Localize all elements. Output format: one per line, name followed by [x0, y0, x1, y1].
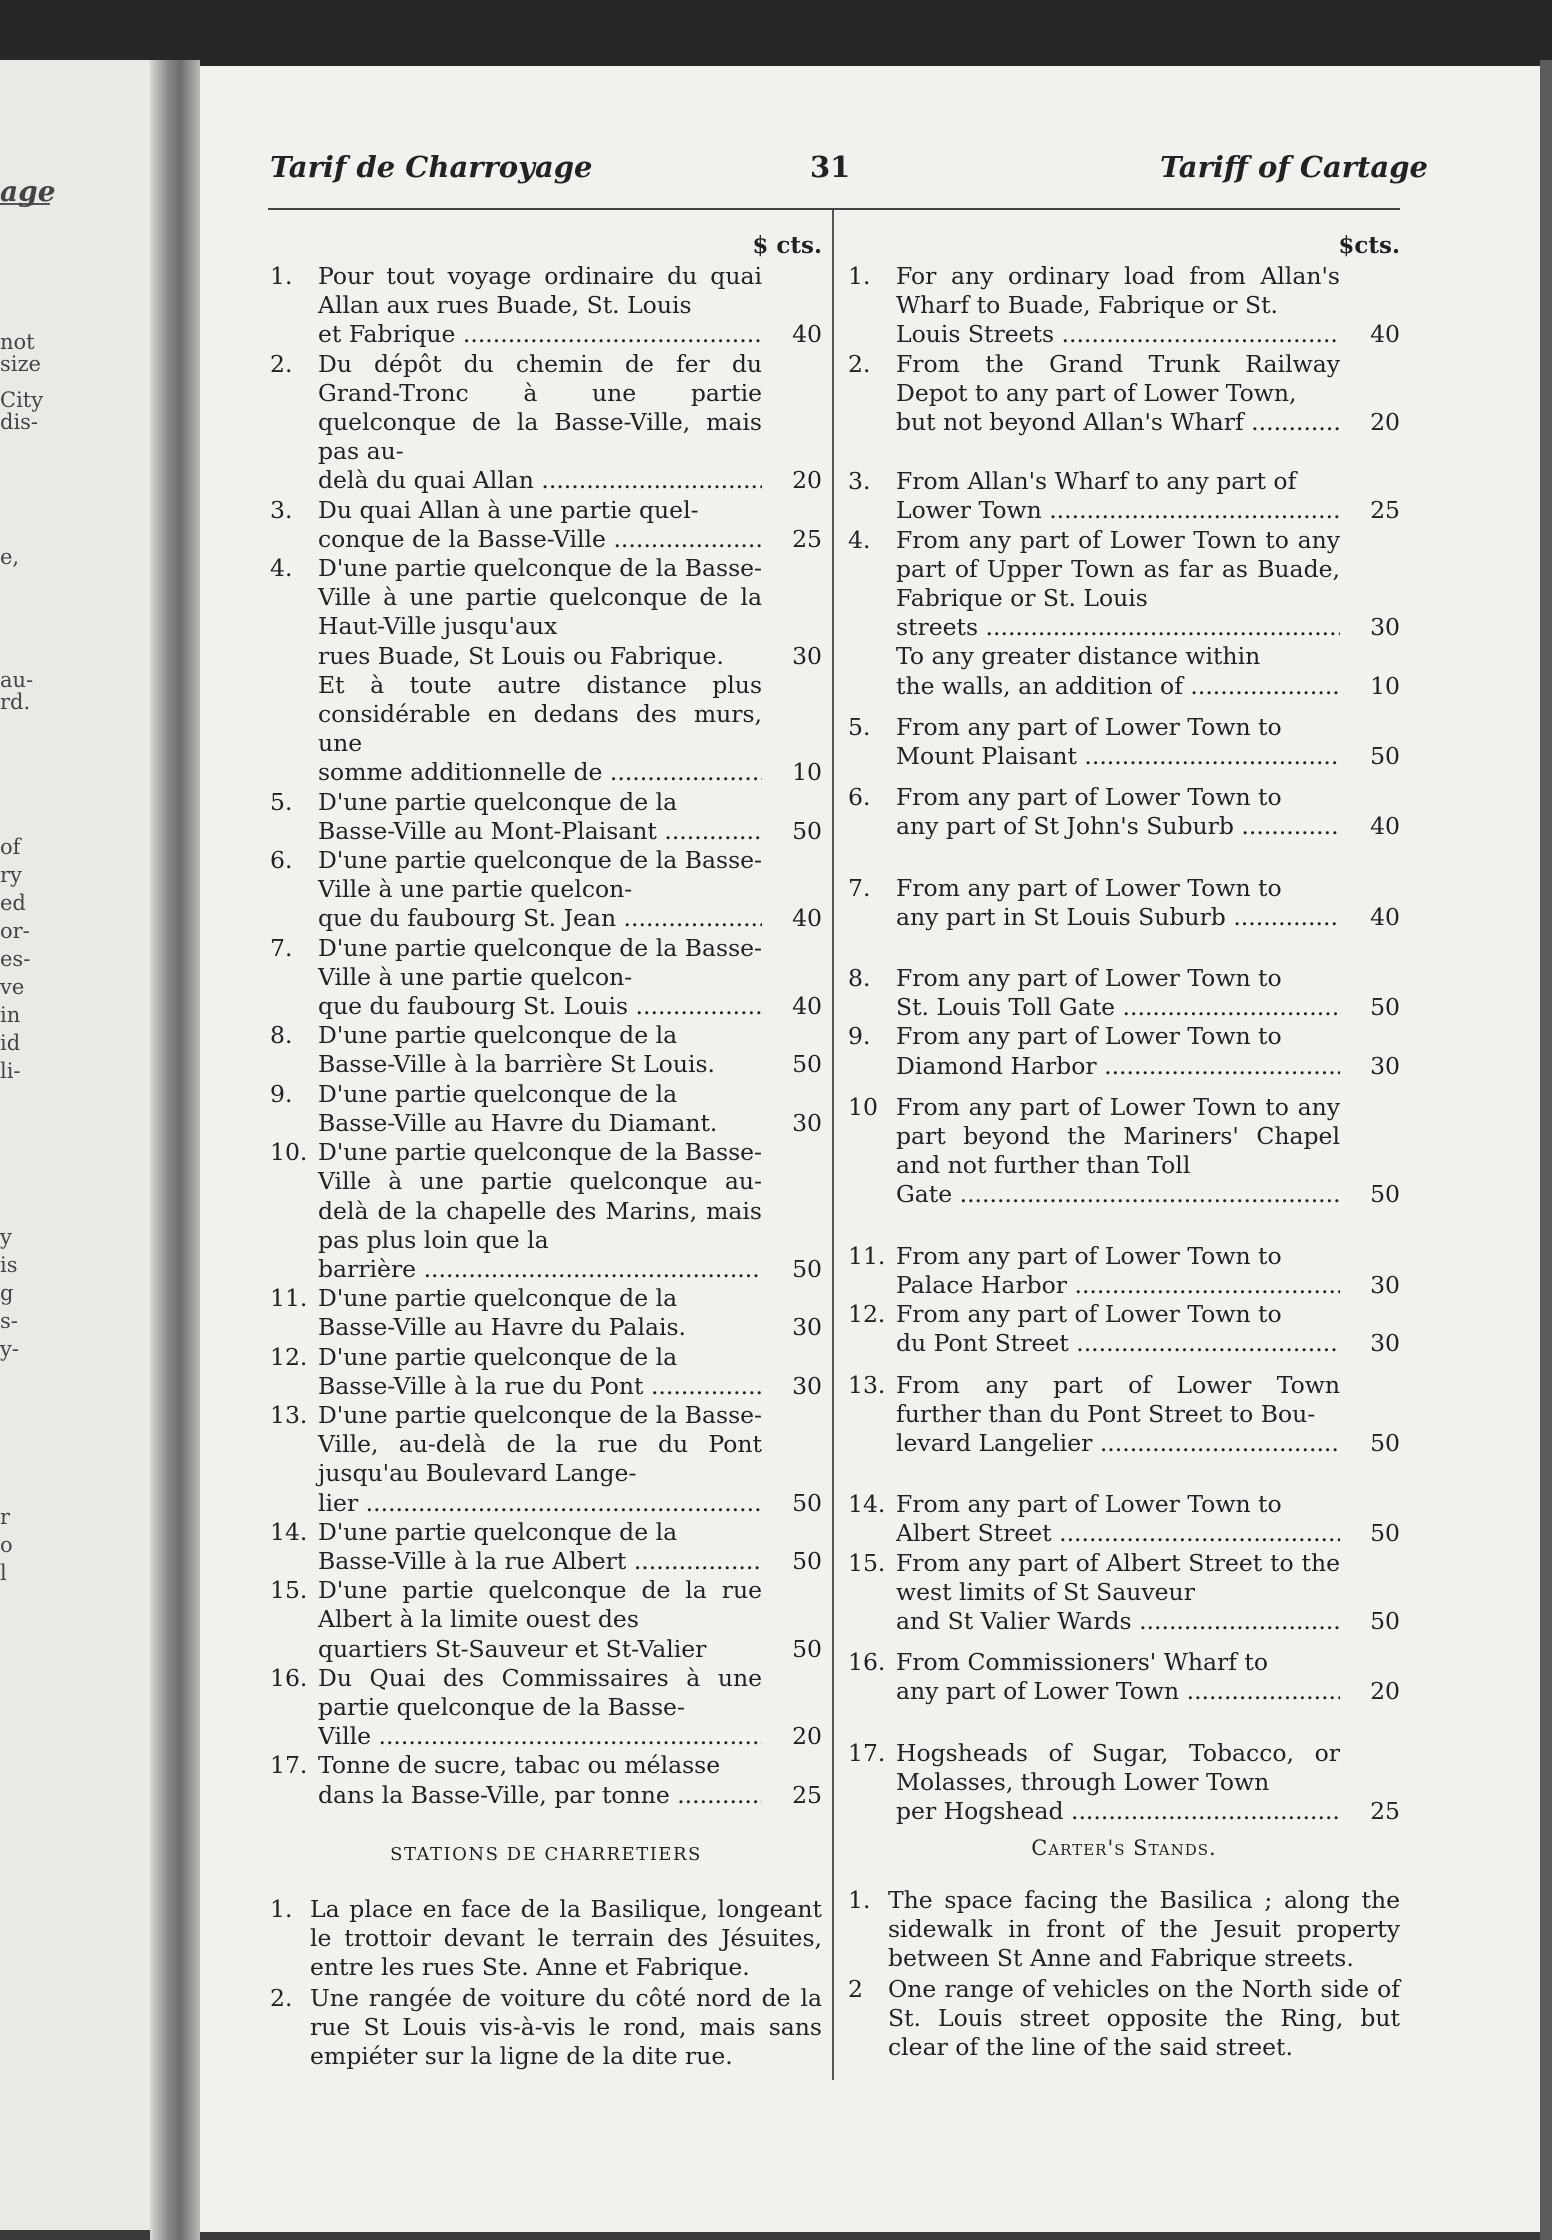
entry-number: 10 [848, 1092, 878, 1121]
section-title: STATIONS DE CHARRETIERS [390, 1843, 702, 1865]
entry-text [318, 788, 762, 846]
entry-description: D'une partie quelconque de la [318, 1284, 678, 1313]
entry-text [896, 1371, 1340, 1459]
facing-page-text-fragment: s- [0, 1309, 18, 1333]
entry-number: 11. [848, 1241, 886, 1270]
entry-number: 14. [848, 1490, 886, 1519]
entry-last-line: and St Valier Wards ..... [896, 1607, 1340, 1636]
entry-last-line: Basse-Ville à la barrière St Louis. [318, 1050, 715, 1079]
entry-price: 40 [1370, 902, 1400, 931]
entry-last-line: any part of St John's Suburb ..... [896, 812, 1340, 841]
entry-price: 40 [1370, 320, 1400, 349]
entry-number: 8. [848, 964, 871, 993]
stand-entry [270, 1984, 822, 2071]
entry-price: 50 [792, 816, 822, 845]
entry-price: 25 [1370, 496, 1400, 525]
entry-text [896, 350, 1340, 438]
entry-last-line: delà du quai Allan ..... [318, 466, 762, 495]
facing-page-text-fragment: es- [0, 947, 31, 971]
facing-page-text-fragment: ry [0, 863, 22, 887]
tariff-entry [848, 526, 1400, 643]
tariff-entry [270, 350, 822, 496]
facing-page-text-fragment: or- [0, 919, 30, 943]
entry-last-line: Palace Harbor ..... [896, 1271, 1340, 1300]
entry-description: D'une partie quelconque de la [318, 1517, 678, 1546]
entry-number: 1. [270, 262, 293, 290]
entry-description: From Commissioners' Wharf to [896, 1648, 1268, 1677]
stand-entry [848, 1975, 1400, 2062]
entry-last-line: du Pont Street ..... [896, 1329, 1340, 1358]
entry-text [318, 554, 762, 671]
entry-price: 30 [1370, 613, 1400, 642]
entry-last-line: Basse-Ville à la rue Albert ..... [318, 1547, 762, 1576]
entry-text [318, 934, 762, 1022]
tariff-entry [270, 1401, 822, 1518]
entry-last-line: the walls, an addition of ..... [896, 672, 1340, 701]
stand-number: 2 [848, 1975, 863, 2004]
entry-price: 30 [1370, 1329, 1400, 1358]
facing-page-text-fragment: in [0, 1003, 21, 1027]
tariff-entry [270, 846, 822, 934]
facing-page-text-fragment: ve [0, 975, 25, 999]
entry-number: 2. [848, 349, 871, 378]
entry-text [896, 1022, 1340, 1080]
tariff-entry [270, 934, 822, 1022]
entry-last-line: Mount Plaisant ..... [896, 742, 1340, 771]
entry-description: D'une partie quelconque de la Basse-Ville, au-delà de la rue du Pont jusqu'au Boulevard Lange- [318, 1400, 762, 1488]
entry-number: 14. [270, 1517, 308, 1546]
entry-description: D'une partie quelconque de la [318, 1021, 678, 1050]
entry-price: 40 [792, 992, 822, 1021]
stand-number: 2. [270, 1983, 293, 2012]
entry-last-line: Basse-Ville au Mont-Plaisant ..... [318, 817, 762, 846]
entry-price: 25 [792, 1780, 822, 1809]
entry-price: 50 [792, 1546, 822, 1575]
tariff-entry [848, 1093, 1400, 1210]
entry-last-line: Lower Town ..... [896, 496, 1340, 525]
facing-page-text-fragment: o [0, 1533, 13, 1557]
entry-last-line: somme additionnelle de ..... [318, 758, 762, 787]
entry-number: 7. [848, 873, 871, 902]
entry-number: 1. [848, 262, 871, 290]
tariff-entry [848, 1242, 1400, 1300]
tariff-entry [848, 642, 1400, 700]
header-rule [268, 208, 1400, 210]
entry-price: 20 [792, 466, 822, 495]
entry-last-line: levard Langelier ..... [896, 1429, 1340, 1458]
entry-text [318, 1576, 762, 1664]
entry-last-line: Basse-Ville au Havre du Diamant. [318, 1108, 718, 1137]
stands-list [270, 1895, 822, 2071]
entry-price: 50 [1370, 1606, 1400, 1635]
entry-price: 20 [1370, 1677, 1400, 1706]
tariff-entry [848, 1300, 1400, 1358]
entry-text [896, 783, 1340, 841]
entry-text [896, 1490, 1340, 1548]
stand-text: One range of vehicles on the North side of St. Louis street opposite the Ring, but clear of the line of the said street. [888, 1975, 1400, 2062]
entry-text [318, 1021, 762, 1079]
entry-number: 4. [848, 525, 871, 554]
entry-description: Hogsheads of Sugar, Tobacco, or Molasses, through Lower Town [896, 1738, 1340, 1796]
entry-price: 40 [792, 320, 822, 349]
entry-price: 50 [792, 1634, 822, 1663]
entry-number: 3. [270, 495, 293, 524]
tariff-entry [848, 1490, 1400, 1548]
entry-description: For any ordinary load from Allan's Wharf to Buade, Fabrique or St. [896, 262, 1340, 320]
stand-entry [270, 1895, 822, 1982]
stands-list [848, 1886, 1400, 2062]
entry-price: 10 [1370, 671, 1400, 700]
entry-last-line: Basse-Ville au Havre du Palais. [318, 1313, 687, 1342]
entry-last-line: per Hogshead ..... [896, 1797, 1340, 1826]
entry-last-line: Albert Street ..... [896, 1519, 1340, 1548]
background-band [0, 0, 1552, 70]
tariff-entry [270, 554, 822, 671]
entry-last-line: any part of Lower Town ..... [896, 1677, 1340, 1706]
page-edge [1540, 60, 1552, 2240]
entry-last-line: but not beyond Allan's Wharf ..... [896, 408, 1340, 437]
entry-description: To any greater distance within [896, 642, 1261, 671]
entry-price: 20 [1370, 408, 1400, 437]
entry-number: 5. [270, 787, 293, 816]
entry-last-line: conque de la Basse-Ville ..... [318, 525, 762, 554]
entry-description: D'une partie quelconque de la [318, 1079, 678, 1108]
stand-number: 1. [270, 1894, 293, 1923]
stand-entry [848, 1886, 1400, 1973]
entry-text [318, 262, 762, 350]
entry-description: From any part of Lower Town to [896, 712, 1282, 741]
stand-text: The space facing the Basilica ; along the sidewalk in front of the Jesuit property between St Anne and Fabrique streets. [888, 1886, 1400, 1973]
entry-text [896, 1549, 1340, 1637]
entry-price: 40 [792, 904, 822, 933]
tariff-entry [270, 262, 822, 350]
section-title: Carter's Stands. [1031, 1836, 1217, 1861]
facing-page-text-fragment: rd. [0, 690, 31, 714]
entry-text [896, 262, 1340, 350]
entry-number: 17. [270, 1751, 308, 1780]
entry-description: D'une partie quelconque de la Basse-Ville à une partie quelconque de la Haut-Ville jusqu'aux [318, 554, 762, 641]
entry-price: 30 [792, 1108, 822, 1137]
entry-last-line: lier ..... [318, 1489, 762, 1518]
entry-text [318, 1138, 762, 1284]
stand-text: La place en face de la Basilique, longeant le trottoir devant le terrain des Jésuites, entre les rues Ste. Anne et Fabrique. [310, 1894, 822, 1981]
entry-last-line: Basse-Ville à la rue du Pont ..... [318, 1372, 762, 1401]
entry-last-line: dans la Basse-Ville, par tonne ..... [318, 1781, 762, 1810]
entry-description: Tonne de sucre, tabac ou mélasse [318, 1751, 721, 1780]
entry-description: D'une partie quelconque de la Basse-Ville à une partie quelcon- [318, 933, 762, 991]
tariff-entry [270, 671, 822, 788]
tariff-entry [848, 1739, 1400, 1827]
currency-unit-label: $ cts. [752, 232, 822, 259]
entry-description: D'une partie quelconque de la Basse-Ville à une partie quelconque au-delà de la chapelle des Marins, mais pas plus loin que la [318, 1138, 762, 1254]
entry-last-line: Ville ..... [318, 1722, 762, 1751]
entry-description: From any part of Albert Street to the west limits of St Sauveur [896, 1548, 1340, 1606]
entry-number: 12. [270, 1342, 308, 1371]
english-column [848, 230, 1400, 2064]
stand-text: Une rangée de voiture du côté nord de la rue St Louis vis-à-vis le rond, mais sans empiéter sur la ligne de la dite rue. [310, 1983, 822, 2070]
facing-page-text-fragment: l [0, 1561, 7, 1585]
entry-text [896, 526, 1340, 643]
entry-description: Et à toute autre distance plus considérable en dedans des murs, une [318, 670, 762, 758]
currency-unit-label: $cts. [1338, 232, 1400, 259]
entry-price: 25 [792, 524, 822, 553]
entry-last-line: Diamond Harbor ..... [896, 1052, 1340, 1081]
entry-number: 10. [270, 1138, 308, 1167]
page-number: 31 [810, 150, 851, 184]
tariff-list [270, 262, 822, 1810]
tariff-entry [270, 1021, 822, 1079]
facing-page-text-fragment: r [0, 1505, 11, 1529]
entry-last-line: streets ..... [896, 613, 1340, 642]
entry-number: 13. [270, 1400, 308, 1429]
entry-number: 5. [848, 712, 871, 741]
stand-number: 1. [848, 1886, 871, 1915]
facing-page-text-fragment: y- [0, 1337, 19, 1361]
entry-number: 11. [270, 1284, 308, 1313]
entry-text [318, 671, 762, 788]
facing-page-text-fragment: id [0, 1031, 21, 1055]
entry-description: From any part of Lower Town to [896, 783, 1282, 812]
tariff-entry [270, 1284, 822, 1342]
entry-number: 3. [848, 467, 871, 496]
running-title-french: Tarif de Charroyage [270, 150, 593, 184]
entry-description: From any part of Lower Town to [896, 1490, 1282, 1519]
entry-description: Du Quai des Commissaires à une partie quelconque de la Basse- [318, 1663, 762, 1721]
facing-page-text-fragment: size [0, 352, 41, 376]
entry-price: 50 [1370, 742, 1400, 771]
entry-description: From the Grand Trunk Railway Depot to any part of Lower Town, [896, 349, 1340, 407]
entry-description: From any part of Lower Town to any part beyond the Mariners' Chapel and not further than Toll [896, 1092, 1340, 1180]
entry-price: 50 [792, 1254, 822, 1283]
entry-number: 2. [270, 349, 293, 378]
tariff-entry [848, 1371, 1400, 1459]
entry-number: 6. [848, 783, 871, 812]
entry-number: 9. [848, 1022, 871, 1051]
entry-price: 50 [1370, 993, 1400, 1022]
entry-description: From any part of Lower Town further than du Pont Street to Bou- [896, 1370, 1340, 1428]
entry-last-line: any part in St Louis Suburb ..... [896, 903, 1340, 932]
entry-text [896, 1739, 1340, 1827]
book-gutter [150, 60, 200, 2240]
entry-number: 13. [848, 1370, 886, 1399]
tariff-entry [848, 1022, 1400, 1080]
tariff-entry [848, 713, 1400, 771]
entry-description: Pour tout voyage ordinaire du quai Allan aux rues Buade, St. Louis [318, 262, 762, 320]
entry-last-line: barrière ..... [318, 1255, 762, 1284]
french-column [270, 230, 822, 2073]
entry-last-line: rues Buade, St Louis ou Fabrique. [318, 641, 724, 670]
tariff-entry [270, 1751, 822, 1809]
tariff-entry [270, 1576, 822, 1664]
entry-price: 50 [1370, 1180, 1400, 1209]
entry-description: D'une partie quelconque de la [318, 787, 678, 816]
entry-text [318, 1284, 762, 1342]
tariff-entry [848, 467, 1400, 525]
entry-number: 4. [270, 554, 293, 583]
entry-description: D'une partie quelconque de la Basse-Ville à une partie quelcon- [318, 846, 762, 904]
facing-page-text-fragment: of [0, 835, 21, 859]
tariff-entry [848, 874, 1400, 932]
facing-page-text-fragment: dis- [0, 410, 39, 434]
entry-text [896, 874, 1340, 932]
entry-text [896, 1242, 1340, 1300]
facing-page-text-fragment: ed [0, 891, 26, 915]
entry-last-line: quartiers St-Sauveur et St-Valier [318, 1634, 707, 1663]
facing-page-text-fragment: g [0, 1281, 14, 1305]
tariff-entry [270, 788, 822, 846]
entry-number: 7. [270, 933, 293, 962]
entry-number: 12. [848, 1300, 886, 1329]
entry-last-line: que du faubourg St. Jean ..... [318, 904, 762, 933]
entry-text [896, 1093, 1340, 1210]
tariff-entry [270, 1343, 822, 1401]
tariff-list [848, 262, 1400, 1826]
entry-price: 30 [1370, 1270, 1400, 1299]
facing-page [0, 60, 175, 2230]
facing-page-text-fragment: li- [0, 1059, 21, 1083]
running-title-english: Tariff of Cartage [1160, 150, 1428, 184]
tariff-entry [270, 1664, 822, 1752]
tariff-entry [270, 1138, 822, 1284]
entry-number: 16. [270, 1663, 308, 1692]
entry-price: 50 [1370, 1428, 1400, 1457]
entry-price: 30 [1370, 1051, 1400, 1080]
entry-price: 30 [792, 1371, 822, 1400]
entry-text [318, 1751, 762, 1809]
entry-text [896, 713, 1340, 771]
entry-text [318, 1518, 762, 1576]
entry-number: 15. [270, 1576, 308, 1605]
entry-description: From any part of Lower Town to [896, 964, 1282, 993]
entry-price: 20 [792, 1722, 822, 1751]
entry-description: From Allan's Wharf to any part of [896, 467, 1297, 496]
entry-price: 30 [792, 641, 822, 670]
tariff-entry [270, 496, 822, 554]
facing-page-text-fragment: not [0, 330, 35, 354]
entry-price: 50 [792, 1488, 822, 1517]
entry-text [896, 964, 1340, 1022]
entry-last-line: que du faubourg St. Louis ..... [318, 992, 762, 1021]
entry-last-line: Louis Streets ..... [896, 320, 1340, 349]
entry-price: 10 [792, 758, 822, 787]
entry-price: 50 [792, 1050, 822, 1079]
entry-price: 25 [1370, 1796, 1400, 1825]
entry-text [896, 642, 1340, 700]
entry-last-line: St. Louis Toll Gate ..... [896, 993, 1340, 1022]
tariff-entry [848, 964, 1400, 1022]
tariff-entry [848, 1648, 1400, 1706]
entry-description: Du quai Allan à une partie quel- [318, 495, 699, 524]
entry-price: 40 [1370, 812, 1400, 841]
entry-number: 15. [848, 1548, 886, 1577]
tariff-entry [848, 350, 1400, 438]
facing-page-text-fragment: y [0, 1225, 12, 1249]
entry-description: From any part of Lower Town to [896, 1241, 1282, 1270]
entry-text [318, 350, 762, 496]
entry-price: 50 [1370, 1519, 1400, 1548]
entry-text [896, 1648, 1340, 1706]
facing-page-text-fragment: City [0, 388, 44, 412]
facing-page-text-fragment: au- [0, 668, 34, 692]
entry-last-line: et Fabrique ..... [318, 320, 762, 349]
facing-page-text-fragment: e, [0, 545, 20, 569]
entry-description: From any part of Lower Town to [896, 1300, 1282, 1329]
entry-description: From any part of Lower Town to any part of Upper Town as far as Buade, Fabrique or St. Louis [896, 525, 1340, 613]
entry-number: 8. [270, 1021, 293, 1050]
entry-text [318, 1080, 762, 1138]
entry-number: 17. [848, 1738, 886, 1767]
tariff-entry [848, 783, 1400, 841]
entry-text [896, 1300, 1340, 1358]
entry-last-line: Gate ..... [896, 1180, 1340, 1209]
tariff-entry [270, 1080, 822, 1138]
entry-number: 6. [270, 846, 293, 875]
entry-text [318, 1343, 762, 1401]
entry-description: D'une partie quelconque de la rue Albert à la limite ouest des [318, 1576, 762, 1634]
entry-text [318, 1664, 762, 1752]
entry-text [318, 496, 762, 554]
entry-text [318, 1401, 762, 1518]
entry-number: 9. [270, 1079, 293, 1108]
tariff-entry [848, 1549, 1400, 1637]
facing-page-text-fragment: is [0, 1253, 18, 1277]
entry-number: 16. [848, 1648, 886, 1677]
column-divider [832, 210, 834, 2080]
entry-description: Du dépôt du chemin de fer du Grand-Tronc à une partie quelconque de la Basse-Ville, mais pas au- [318, 349, 762, 466]
entry-text [318, 846, 762, 934]
entry-text [896, 467, 1340, 525]
entry-description: D'une partie quelconque de la [318, 1342, 678, 1371]
facing-page-text-fragment: age [0, 175, 56, 208]
tariff-entry [848, 262, 1400, 350]
entry-price: 30 [792, 1313, 822, 1342]
tariff-entry [270, 1518, 822, 1576]
entry-description: From any part of Lower Town to [896, 873, 1282, 902]
entry-description: From any part of Lower Town to [896, 1022, 1282, 1051]
